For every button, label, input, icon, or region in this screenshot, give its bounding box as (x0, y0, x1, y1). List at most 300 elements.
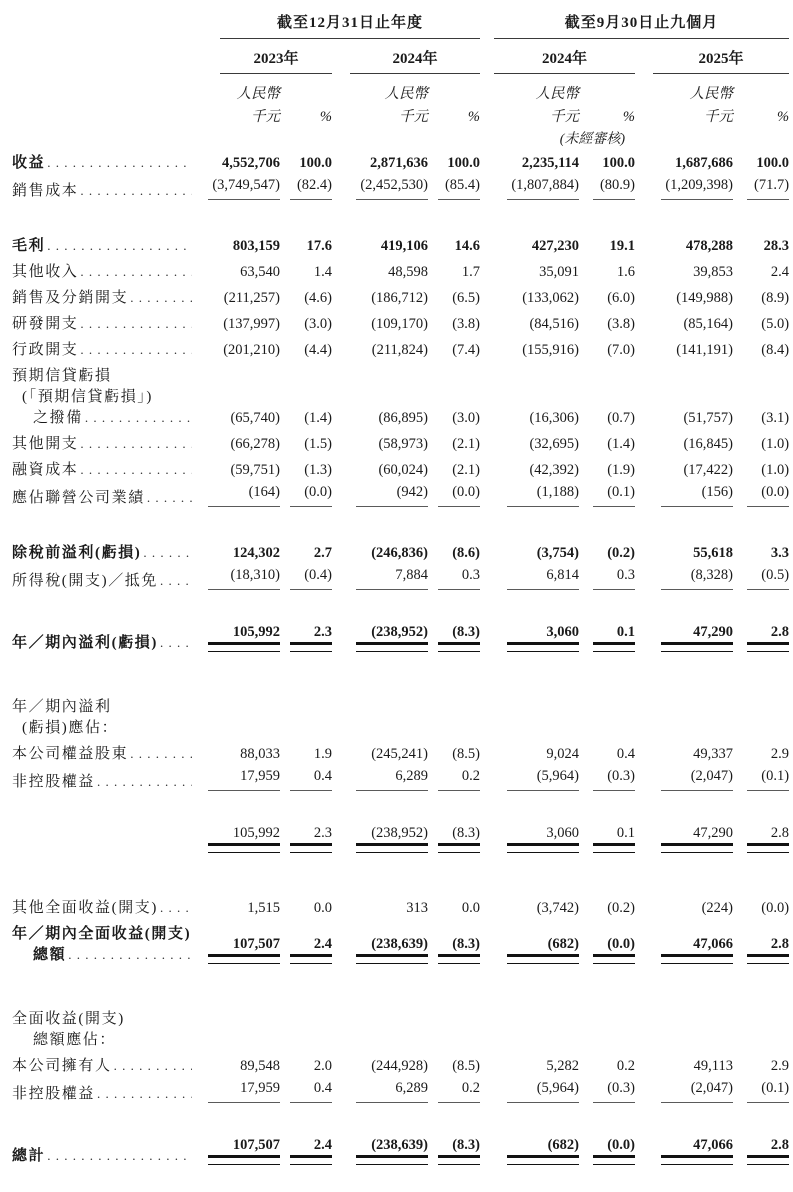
row-label-text: 年／期內溢利 (12, 699, 112, 715)
row-label-text: 其他收入 (12, 264, 79, 280)
cell-value: (682) (507, 1137, 579, 1165)
header-spacer-cell (12, 104, 192, 127)
cell-value: 0.2 (438, 768, 480, 791)
amount-cell (332, 310, 428, 336)
amount-cell (332, 740, 428, 766)
cell-value: (4.4) (304, 342, 332, 358)
cell-value: (0.7) (607, 410, 636, 426)
cell-value: 100.0 (602, 155, 636, 171)
table-row (12, 823, 789, 856)
cell-value: (0.1) (747, 1080, 789, 1103)
cell-value: 28.3 (763, 238, 790, 254)
cell-value: (0.2) (607, 545, 636, 561)
table-body (12, 149, 789, 1168)
cell-value: (1.0) (761, 462, 790, 478)
row-label-text: 收益 (12, 155, 46, 171)
percent-cell (579, 766, 635, 794)
cell-value: 2.4 (770, 264, 790, 280)
percent-cell (733, 894, 789, 920)
cell-value: 2,871,636 (370, 155, 428, 171)
percent-cell (733, 1052, 789, 1078)
cell-value: (7.0) (607, 342, 636, 358)
row-label-text: 研發開支 (12, 316, 79, 332)
amount-cell (480, 232, 579, 258)
percent-cell (733, 362, 789, 430)
cell-value: (3.8) (452, 316, 481, 332)
cell-value: (133,062) (522, 290, 580, 306)
percent-cell (280, 894, 332, 920)
percent-cell (579, 1005, 635, 1052)
unaudited-row (12, 127, 789, 149)
row-label-text: 非控股權益 (12, 1086, 96, 1102)
cell-value: 107,507 (208, 1137, 280, 1165)
cell-value: 1,515 (247, 900, 280, 916)
cell-value: 14.6 (454, 238, 481, 254)
leader-dots (141, 545, 192, 562)
table-row (12, 740, 789, 766)
currency-label: 人民幣 (535, 86, 580, 102)
percent-cell (733, 284, 789, 310)
leader-dots (83, 410, 192, 427)
table-row (12, 565, 789, 593)
percent-cell (280, 1052, 332, 1078)
spacer-row (12, 655, 789, 693)
percent-cell (579, 362, 635, 430)
cell-value: 0.4 (290, 768, 332, 791)
percent-cell (579, 693, 635, 740)
header-spacer-cell (280, 75, 332, 104)
percent-cell (733, 1078, 789, 1106)
percent-cell (428, 1078, 480, 1106)
cell-value: 0.0 (461, 900, 481, 916)
row-label (12, 565, 192, 593)
amount-cell (635, 336, 733, 362)
cell-value: 2.0 (313, 1058, 332, 1074)
cell-value: 100.0 (756, 155, 790, 171)
spacer-cell (12, 655, 789, 693)
cell-value: (8.6) (452, 545, 481, 561)
amount-cell (192, 1052, 280, 1078)
cell-value: (0.2) (607, 900, 636, 916)
percent-cell (579, 310, 635, 336)
row-label-text: 毛利 (12, 238, 46, 254)
row-label-text: 銷售成本 (12, 183, 79, 199)
amount-cell (192, 1135, 280, 1168)
row-label (12, 456, 192, 482)
year-label: 2024年 (494, 41, 635, 74)
cell-value: (8,328) (661, 567, 733, 590)
amount-cell (192, 622, 280, 655)
cell-value: 17,959 (208, 768, 280, 791)
percent-cell (280, 175, 332, 203)
amount-cell (480, 149, 579, 175)
percent-cell (428, 1135, 480, 1168)
percent-cell (428, 1005, 480, 1052)
spacer-row (12, 203, 789, 232)
year-cell (192, 40, 332, 75)
row-label-text: 本公司擁有人 (12, 1058, 112, 1074)
percent-cell (579, 740, 635, 766)
spacer-row (12, 593, 789, 622)
amount-cell (480, 362, 579, 430)
row-label (12, 766, 192, 794)
percent-cell (428, 920, 480, 967)
cell-value: 2.7 (313, 545, 332, 561)
table-row (12, 920, 789, 967)
leader-dots (145, 490, 192, 507)
row-label-text: 預期信貸虧損 (12, 368, 112, 384)
percent-label: % (776, 109, 790, 125)
cell-value: 0.4 (616, 746, 636, 762)
cell-value: 0.1 (593, 825, 635, 853)
row-label-text: 融資成本 (12, 462, 79, 478)
cell-value: (82.4) (290, 177, 332, 200)
cell-value: 9,024 (546, 746, 580, 762)
percent-cell (428, 336, 480, 362)
amount-cell (635, 1135, 733, 1168)
cell-value: 6,289 (356, 768, 428, 791)
amount-cell (480, 1005, 579, 1052)
table-row (12, 284, 789, 310)
table-row (12, 766, 789, 794)
row-label-text: 其他全面收益(開支) (12, 900, 158, 916)
amount-cell (480, 920, 579, 967)
cell-value: 105,992 (208, 825, 280, 853)
percent-cell (579, 1052, 635, 1078)
row-label (12, 622, 192, 655)
amount-cell (192, 1005, 280, 1052)
spacer-cell (12, 856, 789, 894)
amount-cell (332, 284, 428, 310)
amount-cell (635, 310, 733, 336)
cell-value: (245,241) (371, 746, 428, 762)
cell-value: (109,170) (371, 316, 428, 332)
currency-label: 人民幣 (236, 86, 280, 102)
cell-value: (85.4) (438, 177, 480, 200)
cell-value: 1.9 (313, 746, 332, 762)
cell-value: 1.7 (461, 264, 481, 280)
cell-value: (0.1) (593, 484, 635, 507)
percent-cell (428, 362, 480, 430)
amount-cell (192, 766, 280, 794)
row-label-text: (虧損)應佔： (22, 720, 119, 736)
percent-cell (579, 622, 635, 655)
percent-cell (579, 894, 635, 920)
row-label (12, 1135, 192, 1168)
leader-dots (128, 290, 192, 307)
row-label (12, 1052, 192, 1078)
amount-cell (332, 1078, 428, 1106)
amount-cell (480, 1078, 579, 1106)
percent-cell (280, 336, 332, 362)
leader-dots (158, 635, 192, 652)
cell-value: 48,598 (388, 264, 428, 280)
leader-dots (66, 947, 192, 964)
cell-value: 0.4 (290, 1080, 332, 1103)
period-group-title: 截至12月31日止年度 (220, 11, 480, 39)
cell-value: 3.3 (770, 545, 790, 561)
cell-value: (8.3) (438, 936, 480, 964)
amount-cell (635, 740, 733, 766)
percent-cell (733, 258, 789, 284)
cell-value: 2.3 (290, 624, 332, 652)
percent-cell (579, 284, 635, 310)
cell-value: 19.1 (609, 238, 636, 254)
percent-cell (280, 565, 332, 593)
cell-value: 1.4 (313, 264, 332, 280)
cell-value: (51,757) (683, 410, 734, 426)
percent-cell (280, 1135, 332, 1168)
row-label (12, 258, 192, 284)
cell-value: 17.6 (306, 238, 332, 254)
cell-value: 2.8 (747, 825, 789, 853)
percent-label: % (467, 109, 481, 125)
cell-value: (16,845) (683, 436, 734, 452)
leader-dots (112, 1058, 192, 1075)
row-label-text: (「預期信貸虧損」) (22, 389, 153, 405)
amount-cell (192, 482, 280, 510)
percent-cell (579, 456, 635, 482)
amount-cell (635, 1052, 733, 1078)
percent-cell (579, 920, 635, 967)
percent-cell (579, 1135, 635, 1168)
amount-cell (332, 430, 428, 456)
row-label (12, 823, 192, 856)
cell-value: (3.0) (452, 410, 481, 426)
cell-value: 0.1 (593, 624, 635, 652)
amount-cell (635, 258, 733, 284)
cell-value: 419,106 (380, 238, 428, 254)
amount-cell (332, 920, 428, 967)
row-label (12, 232, 192, 258)
cell-value: (58,973) (378, 436, 428, 452)
cell-value: (1.3) (304, 462, 332, 478)
cell-value: (156) (661, 484, 733, 507)
percent-cell (428, 284, 480, 310)
cell-value: (224) (701, 900, 734, 916)
row-label-text: 本公司權益股東 (12, 746, 129, 762)
amount-cell (635, 539, 733, 565)
spacer-cell (12, 510, 789, 539)
cell-value: 0.2 (616, 1058, 636, 1074)
cell-value: (8.3) (438, 624, 480, 652)
unit-row (12, 104, 789, 127)
cell-value: (8.5) (452, 1058, 481, 1074)
amount-cell (480, 823, 579, 856)
cell-value: 3,060 (507, 825, 579, 853)
percent-cell (733, 1135, 789, 1168)
percent-cell (428, 175, 480, 203)
percent-cell (428, 823, 480, 856)
amount-cell (480, 430, 579, 456)
table-row (12, 1005, 789, 1052)
table-row (12, 149, 789, 175)
spacer-row (12, 1106, 789, 1135)
amount-cell (192, 232, 280, 258)
cell-value: (137,997) (223, 316, 280, 332)
percent-cell (733, 336, 789, 362)
row-label (12, 1005, 192, 1052)
percent-cell (579, 258, 635, 284)
percent-cell (428, 740, 480, 766)
percent-cell (579, 149, 635, 175)
spacer-row (12, 856, 789, 894)
cell-value: 47,066 (661, 1137, 733, 1165)
cell-value: (5,964) (507, 1080, 579, 1103)
cell-value: 105,992 (208, 624, 280, 652)
cell-value: 107,507 (208, 936, 280, 964)
period-group-cell (480, 10, 789, 40)
unaudited-note: (未經審核) (559, 132, 626, 147)
amount-cell (635, 622, 733, 655)
amount-cell (480, 622, 579, 655)
leader-dots (128, 746, 192, 763)
percent-cell (280, 693, 332, 740)
percent-cell (579, 336, 635, 362)
percent-cell (579, 1078, 635, 1106)
cell-value: (16,306) (529, 410, 580, 426)
cell-value: (1.4) (607, 436, 636, 452)
cell-value: (0.0) (290, 484, 332, 507)
percent-cell (280, 149, 332, 175)
percent-cell (280, 258, 332, 284)
percent-cell (280, 740, 332, 766)
leader-dots (45, 1148, 192, 1165)
cell-value: (238,639) (356, 936, 428, 964)
header-spacer-cell (428, 75, 480, 104)
amount-cell (480, 482, 579, 510)
amount-cell (480, 565, 579, 593)
cell-value: 2.9 (770, 1058, 790, 1074)
spacer-cell (12, 203, 789, 232)
amount-cell (635, 232, 733, 258)
percent-cell (733, 920, 789, 967)
amount-cell (635, 284, 733, 310)
amount-cell (192, 740, 280, 766)
cell-value: 7,884 (356, 567, 428, 590)
table-row (12, 622, 789, 655)
row-label (12, 430, 192, 456)
year-label: 2025年 (653, 41, 789, 74)
row-label-text: 銷售及分銷開支 (12, 290, 129, 306)
percent-cell (280, 1078, 332, 1106)
percent-cell (733, 149, 789, 175)
cell-value: 47,290 (661, 825, 733, 853)
cell-value: (1.5) (304, 436, 332, 452)
financial-statement-table (12, 10, 789, 1168)
cell-value: (0.1) (747, 768, 789, 791)
cell-value: (6.0) (607, 290, 636, 306)
amount-cell (332, 258, 428, 284)
header-spacer-cell (733, 75, 789, 104)
header-spacer-cell (12, 10, 192, 40)
percent-cell (280, 920, 332, 967)
percent-cell (733, 740, 789, 766)
row-label-text: 年／期內全面收益(開支) (12, 926, 192, 942)
cell-value: (3,742) (536, 900, 580, 916)
percent-cell (579, 565, 635, 593)
cell-value: (80.9) (593, 177, 635, 200)
percent-cell (579, 430, 635, 456)
cell-value: (149,988) (676, 290, 734, 306)
row-label (12, 693, 192, 740)
percent-cell (280, 456, 332, 482)
amount-cell (635, 1078, 733, 1106)
table-row (12, 456, 789, 482)
table-row (12, 1078, 789, 1106)
row-label (12, 284, 192, 310)
cell-value: 55,618 (693, 545, 734, 561)
percent-cell (428, 693, 480, 740)
cell-value: (65,740) (230, 410, 280, 426)
cell-value: (60,024) (378, 462, 428, 478)
cell-value: (32,695) (529, 436, 580, 452)
amount-cell (332, 894, 428, 920)
cell-value: (4.6) (304, 290, 332, 306)
cell-value: 6,814 (507, 567, 579, 590)
cell-value: (0.0) (761, 900, 790, 916)
percent-cell (733, 693, 789, 740)
cell-value: (2.1) (452, 462, 481, 478)
cell-value: (2.1) (452, 436, 481, 452)
cell-value: (164) (208, 484, 280, 507)
percent-cell (428, 232, 480, 258)
cell-value: (0.3) (593, 1080, 635, 1103)
percent-cell (733, 622, 789, 655)
cell-value: (0.3) (593, 768, 635, 791)
percent-cell (733, 482, 789, 510)
cell-value: (18,310) (208, 567, 280, 590)
percent-cell (280, 622, 332, 655)
percent-cell (280, 1005, 332, 1052)
percent-cell (280, 232, 332, 258)
cell-value: (84,516) (529, 316, 580, 332)
cell-value: (942) (356, 484, 428, 507)
unit-label: 千元 (251, 109, 280, 125)
cell-value: (238,952) (356, 825, 428, 853)
cell-value: 2.9 (770, 746, 790, 762)
amount-cell (192, 920, 280, 967)
leader-dots (158, 573, 192, 590)
cell-value: (3.8) (607, 316, 636, 332)
percent-cell (733, 1005, 789, 1052)
cell-value: 5,282 (546, 1058, 580, 1074)
amount-cell (480, 539, 579, 565)
cell-value: 47,066 (661, 936, 733, 964)
row-label-text: 總額應佔： (33, 1032, 117, 1048)
amount-cell (480, 258, 579, 284)
percent-cell (428, 565, 480, 593)
table-row (12, 336, 789, 362)
year-row (12, 40, 789, 75)
amount-cell (635, 175, 733, 203)
amount-cell (332, 456, 428, 482)
cell-value: (59,751) (230, 462, 280, 478)
period-group-cell (192, 10, 480, 40)
percent-label: % (319, 109, 332, 125)
cell-value: (2,452,530) (356, 177, 428, 200)
amount-cell (480, 310, 579, 336)
cell-value: 39,853 (693, 264, 734, 280)
amount-cell (332, 565, 428, 593)
leader-dots (78, 264, 192, 281)
percent-cell (428, 622, 480, 655)
table-row (12, 539, 789, 565)
row-label-text: 行政開支 (12, 342, 79, 358)
percent-cell (579, 823, 635, 856)
row-label (12, 310, 192, 336)
row-label (12, 149, 192, 175)
